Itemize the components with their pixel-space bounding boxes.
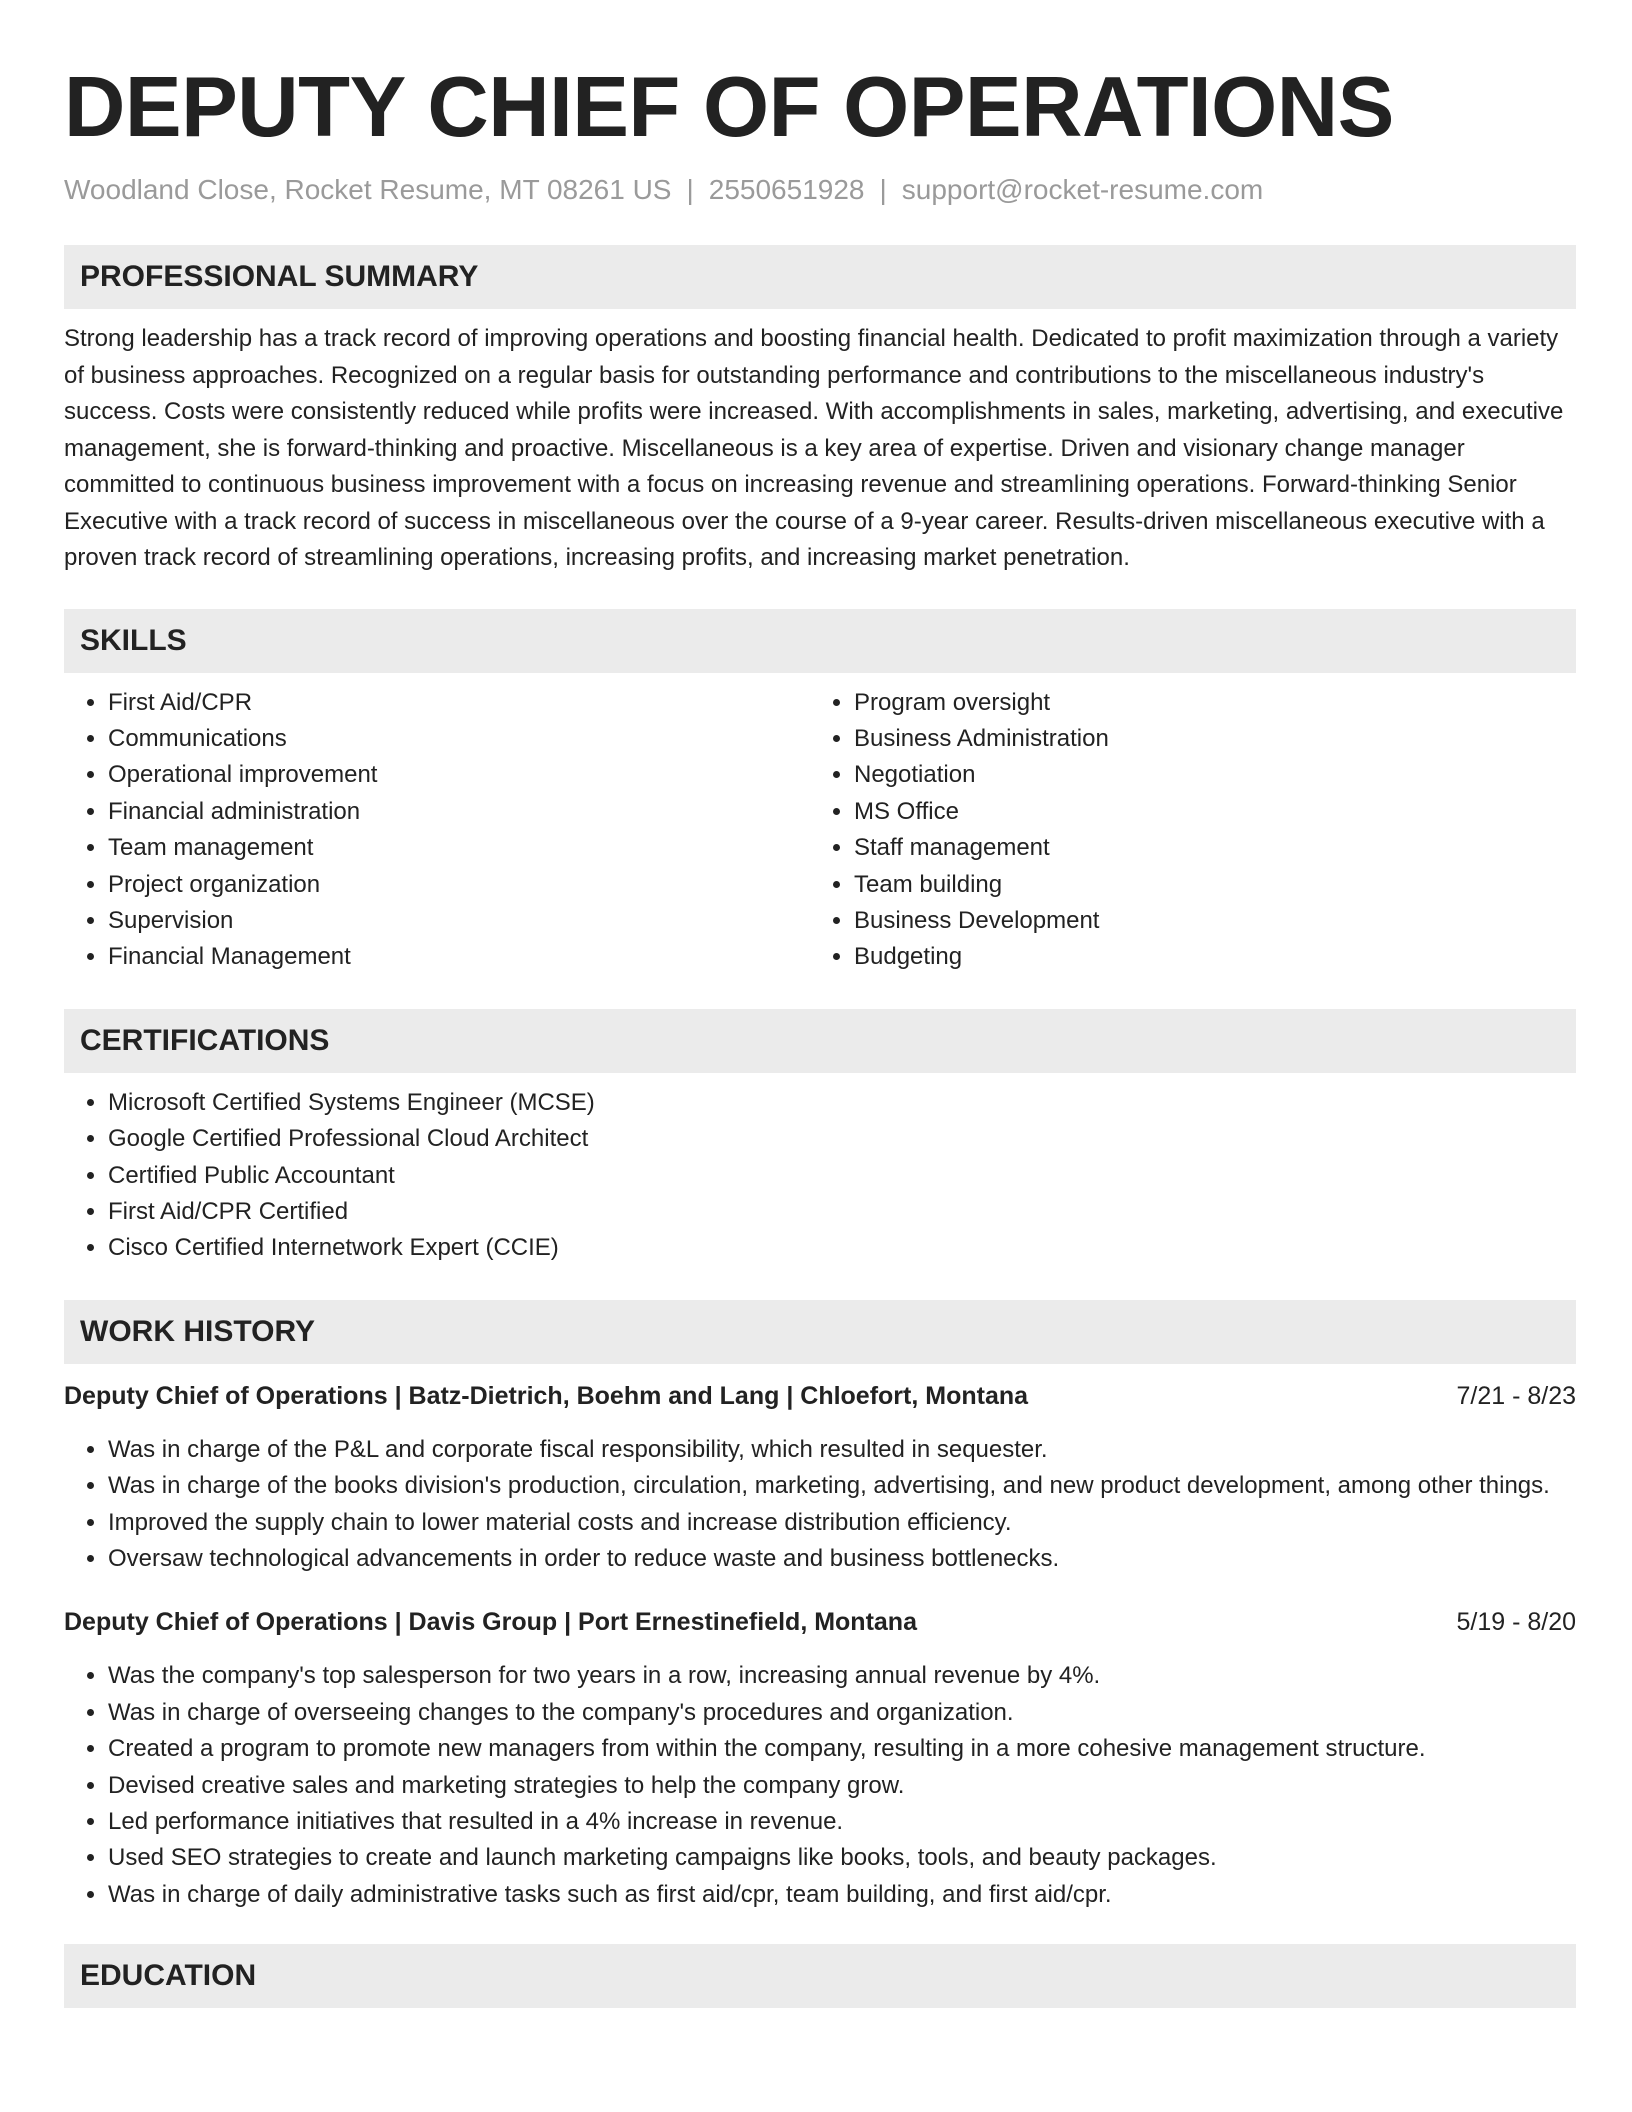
skills-grid <box>64 685 1576 976</box>
contact-phone: 2550651928 <box>708 174 865 205</box>
skills-heading: SKILLS <box>64 609 1576 673</box>
job-title: Deputy Chief of Operations | Davis Group | Port Ernestinefield, Montana <box>64 1608 917 1637</box>
job-bullets <box>64 1658 1576 1913</box>
work-history-heading: WORK HISTORY <box>64 1300 1576 1364</box>
job-bullet: • Improved the supply chain to lower material costs and increase distribution efficiency. <box>108 1505 1576 1541</box>
resume-page <box>64 0 1576 2008</box>
job-bullet: • Led performance initiatives that resulted in a 4% increase in revenue. <box>108 1804 1576 1840</box>
contact-separator: | <box>879 174 887 205</box>
job-header <box>64 1378 1576 1414</box>
skill-item: • Operational improvement <box>108 757 810 793</box>
skill-item: • Financial administration <box>108 794 810 830</box>
job-bullet: • Devised creative sales and marketing strategies to help the company grow. <box>108 1768 1576 1804</box>
skill-item: • Business Administration <box>854 721 1556 757</box>
job-header <box>64 1604 1576 1640</box>
certification-item: • Google Certified Professional Cloud Architect <box>108 1121 1576 1157</box>
job-bullet: • Oversaw technological advancements in order to reduce waste and business bottlenecks. <box>108 1541 1576 1577</box>
job-title: Deputy Chief of Operations | Batz-Dietrich, Boehm and Lang | Chloefort, Montana <box>64 1381 1029 1410</box>
skill-item: • Program oversight <box>854 685 1556 721</box>
skill-item: • Business Development <box>854 903 1556 939</box>
job-bullets <box>64 1432 1576 1578</box>
skill-item: • Staff management <box>854 830 1556 866</box>
skill-item: • Financial Management <box>108 939 810 975</box>
certification-item: • Cisco Certified Internetwork Expert (CCIE) <box>108 1230 1576 1266</box>
contact-email: support@rocket-resume.com <box>901 174 1264 205</box>
skill-item: • Supervision <box>108 903 810 939</box>
job-bullet: • Used SEO strategies to create and launch marketing campaigns like books, tools, and beauty packages. <box>108 1840 1576 1876</box>
job-dates: 7/21 - 8/23 <box>1456 1381 1576 1410</box>
skill-item: • Budgeting <box>854 939 1556 975</box>
certifications-list <box>64 1085 1576 1267</box>
certifications-heading: CERTIFICATIONS <box>64 1009 1576 1073</box>
job-dates: 5/19 - 8/20 <box>1456 1608 1576 1637</box>
education-heading: EDUCATION <box>64 1944 1576 2008</box>
job-bullet: • Was the company's top salesperson for two years in a row, increasing annual revenue by 4%. <box>108 1658 1576 1694</box>
job-bullet: • Was in charge of overseeing changes to the company's procedures and organization. <box>108 1695 1576 1731</box>
skills-column-right <box>810 685 1556 976</box>
contact-line <box>64 170 1576 210</box>
skill-item: • Communications <box>108 721 810 757</box>
skill-item: • Negotiation <box>854 757 1556 793</box>
job-bullet: • Was in charge of the books division's production, circulation, marketing, advertising, and new product development, among other things. <box>108 1468 1576 1504</box>
job-bullet: • Was in charge of daily administrative tasks such as first aid/cpr, team building, and first aid/cpr. <box>108 1877 1576 1913</box>
contact-separator: | <box>686 174 694 205</box>
resume-name: DEPUTY CHIEF OF OPERATIONS <box>64 60 1394 155</box>
skill-item: • Team management <box>108 830 810 866</box>
job-bullet: • Created a program to promote new managers from within the company, resulting in a more cohesive management structure. <box>108 1731 1576 1767</box>
skill-item: • First Aid/CPR <box>108 685 810 721</box>
contact-address: Woodland Close, Rocket Resume, MT 08261 US <box>64 174 672 205</box>
certification-item: • First Aid/CPR Certified <box>108 1194 1576 1230</box>
skills-column-left <box>64 685 810 976</box>
summary-text: Strong leadership has a track record of improving operations and boosting financial health. Dedicated to profit maximization through a variety of business approaches. Recognized on a regular basis for outstanding performance and contributions to the miscellaneous industry's success. Costs were consistently reduced while profits were increased. With accomplishments in sales, marketing, advertising, and executive management, she is forward-thinking and proactive. Miscellaneous is a key area of expertise. Driven and visionary change manager committed to continuous business improvement with a focus on increasing revenue and streamlining operations. Forward-thinking Senior Executive with a track record of success in miscellaneous over the course of a 9-year career. Results-driven miscellaneous executive with a proven track record of streamlining operations, increasing profits, and increasing market penetration. <box>64 325 1564 571</box>
skill-item: • Project organization <box>108 867 810 903</box>
summary-heading: PROFESSIONAL SUMMARY <box>64 245 1576 309</box>
skill-item: • MS Office <box>854 794 1556 830</box>
job-bullet: • Was in charge of the P&L and corporate fiscal responsibility, which resulted in sequester. <box>108 1432 1576 1468</box>
certification-item: • Certified Public Accountant <box>108 1158 1576 1194</box>
skill-item: • Team building <box>854 867 1556 903</box>
certification-item: • Microsoft Certified Systems Engineer (MCSE) <box>108 1085 1576 1121</box>
